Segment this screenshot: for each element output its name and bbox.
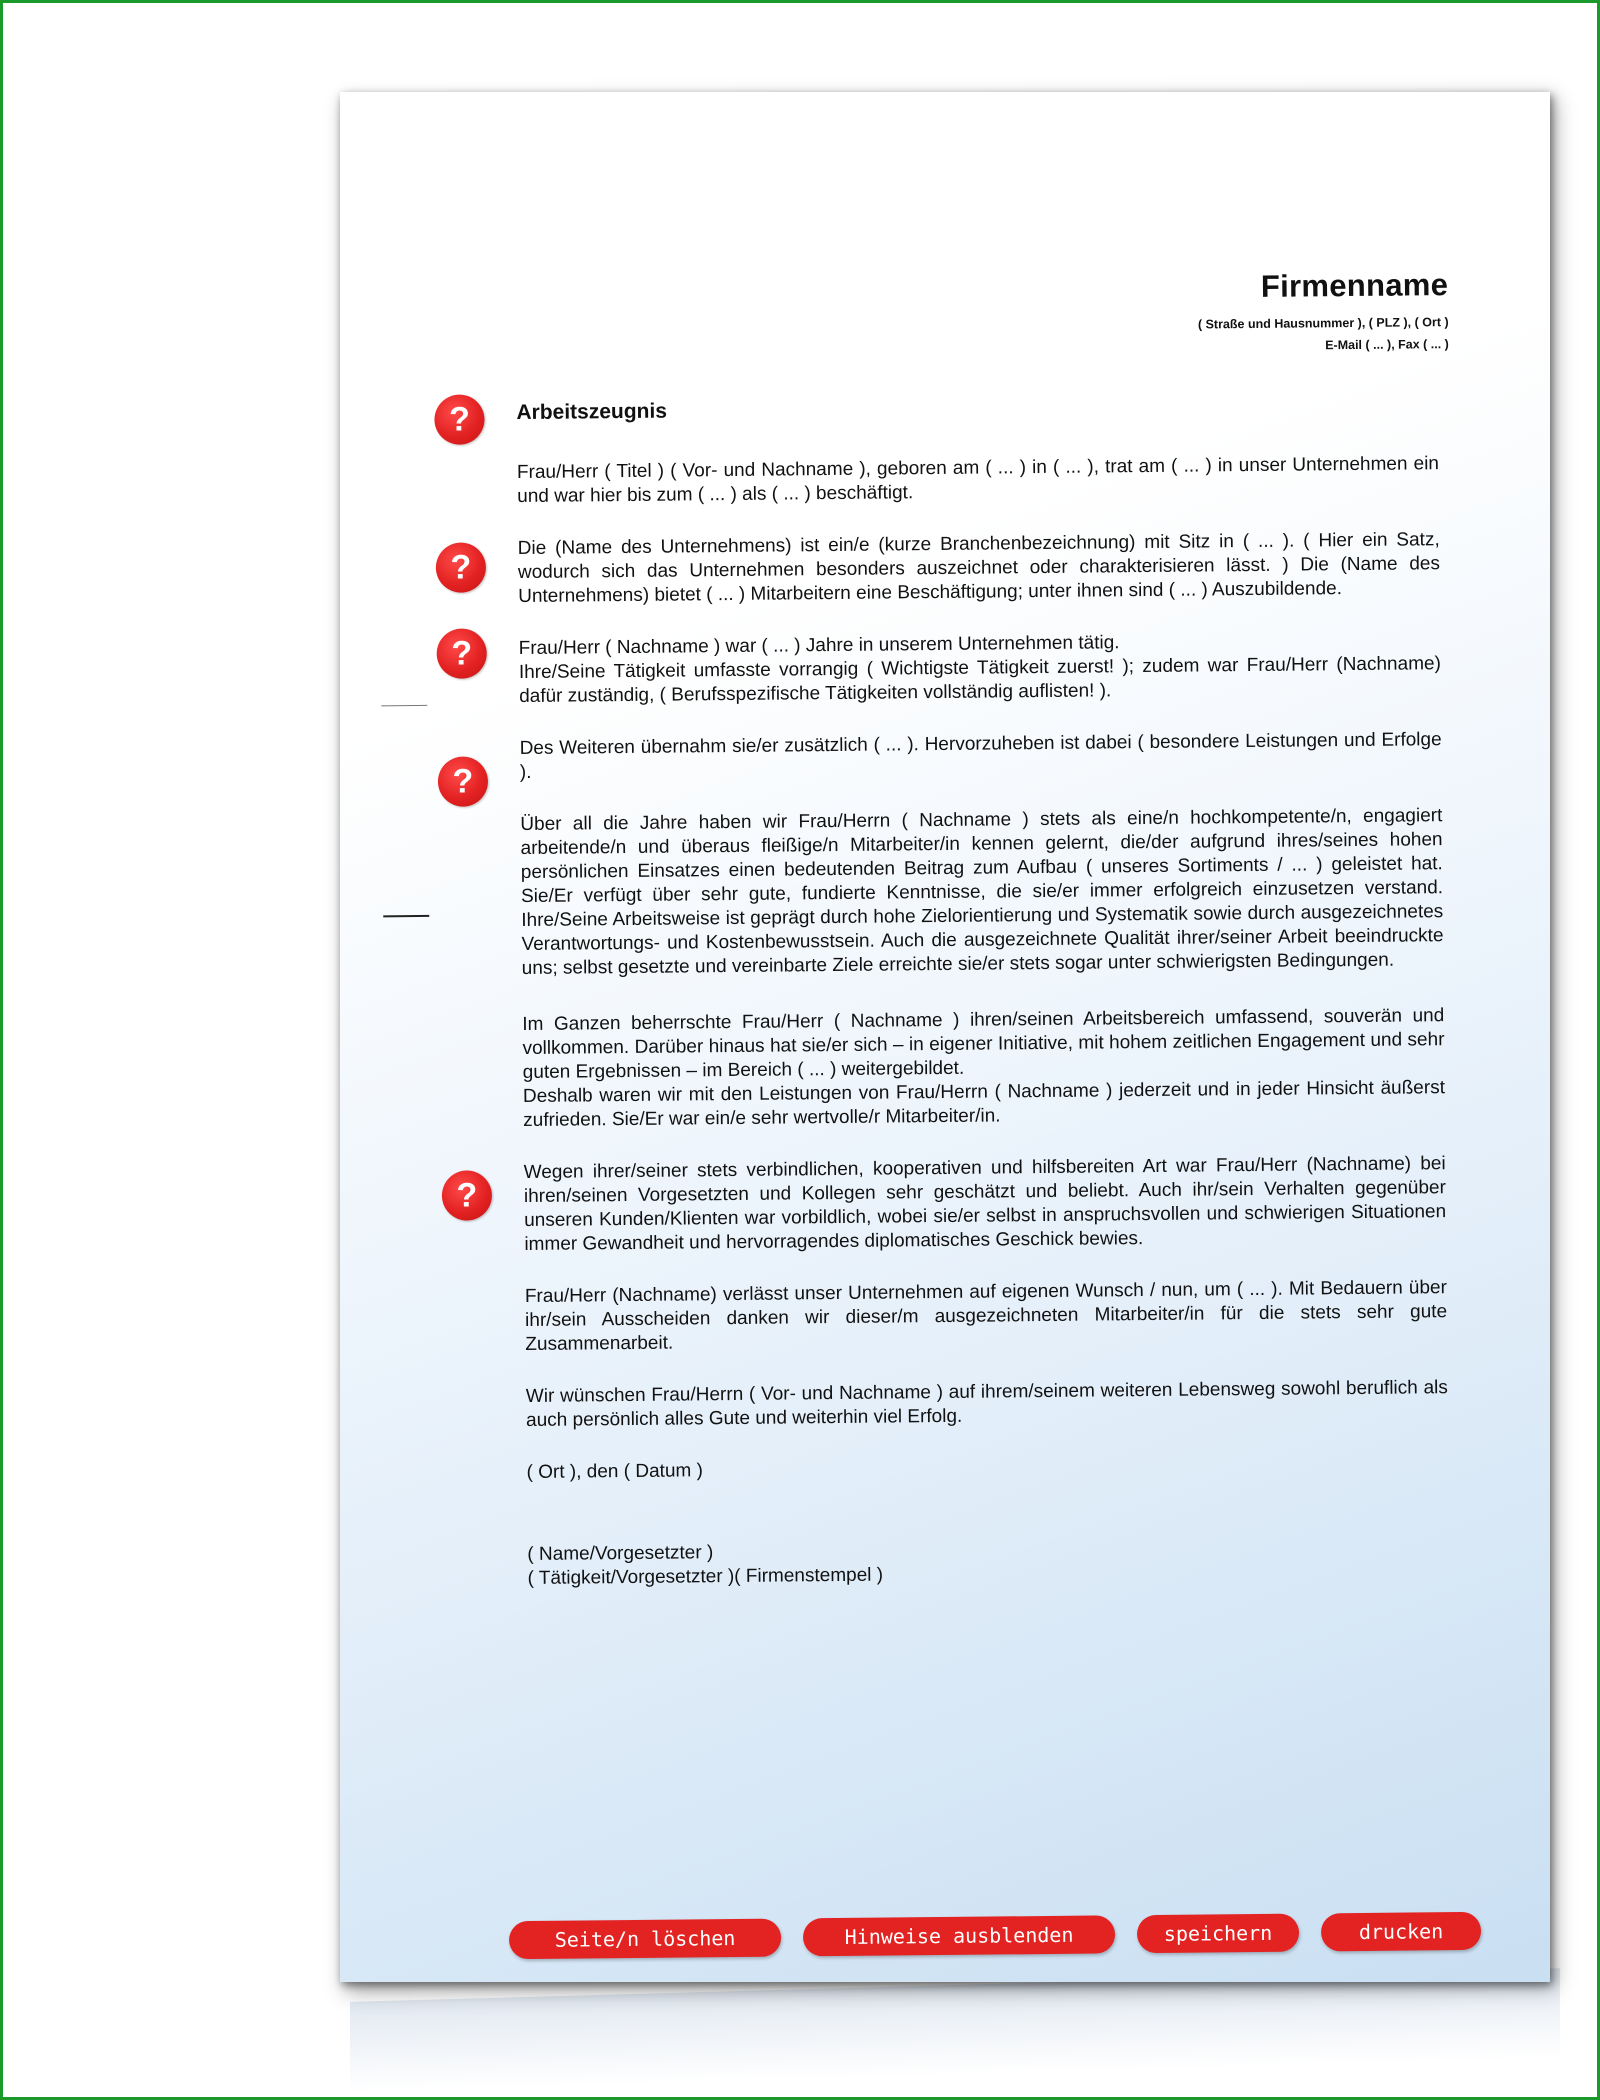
company-address: ( Straße und Hausnummer ), ( PLZ ), ( Ort ) [1197, 315, 1449, 332]
paragraph-text: Frau/Herr ( Titel ) ( Vor- und Nachname ), geboren am ( ... ) in ( ... ), trat am ( ... ) in unser Unternehmen ein und war hier bis zum ( ... ) als ( ... ) beschäftigt. [516, 453, 1440, 508]
letterhead [1197, 267, 1448, 353]
signature-name: ( Name/Vorgesetzter ) [527, 1542, 714, 1565]
punch-mark [383, 915, 429, 917]
paragraph-text: Frau/Herr (Nachname) verlässt unser Unternehmen auf eigenen Wunsch / nun, um ( ... ). Mit Bedauern über ihr/sein Ausscheiden danken wir dieser/m ausgezeichneten Mitarbeiter/in für die stets sehr gute Zusammenarbeit. [524, 1277, 1448, 1355]
paragraph-text: Im Ganzen beherrschte Frau/Herr ( Nachname ) ihren/seinen Arbeitsbereich umfassend, souverän und vollkommen. Darüber hinaus hat sie/er sich – in eigener Initiative, mit hohem zeitlichen Engagement und sehr guten Ergebnissen – im Bereich ( ... ) weitergebildet. [522, 1005, 1445, 1084]
document-sheet [340, 92, 1550, 1982]
paragraph-summary [522, 1004, 1445, 1133]
signature-block [527, 1534, 1449, 1591]
place-date: ( Ort ), den ( Datum ) [526, 1460, 703, 1483]
paragraph-duties [519, 628, 1442, 709]
paragraph-text: Ihre/Seine Tätigkeit umfasste vorrangig ( Wichtigste Tätigkeit zuerst! ); zudem war Frau/Herr (Nachname) dafür zuständig, ( Berufsspezifische Tätigkeiten vollständig auflisten! ). [518, 653, 1441, 708]
paragraph-text: Über all die Jahre haben wir Frau/Herrn ( Nachname ) stets als eine/n hochkompetente/n, engagiert arbeitende/n und überaus fleißige/n Mitarbeiter/in kennen gelernt, die/der aufgrund ihres/seines hohen persönlichen Einsatzes einen bedeutenden Beitrag zum Aufbau ( unseres Sortiments / ... ) geleistet hat. Sie/Er verfügt über sehr gute, fundierte Kenntnisse, die sie/er immer erfolgreich einzusetzen verstand. Ihre/Seine Arbeitsweise ist geprägt durch hohe Zielorientierung und Systematik sowie durch ausgezeichnetes Verantwortungs- und Kostenbewusstsein. Auch die ausgezeichnete Qualität ihrer/seiner Arbeit beeindruckte uns; selbst gesetzte und vereinbarte Ziele erreichte sie/er stets sogar unter schwierigsten Bedingungen. [520, 805, 1444, 980]
document-title: Arbeitszeugnis [516, 399, 668, 425]
document-body [517, 452, 1450, 1591]
fold-mark [381, 705, 427, 706]
paragraph-wishes [526, 1376, 1448, 1433]
signature-role: ( Tätigkeit/Vorgesetzter )( Firmenstempel ) [527, 1564, 884, 1589]
document-page [340, 92, 1550, 1982]
paragraph-text: Deshalb waren wir mit den Leistungen von Frau/Herrn ( Nachname ) jederzeit und in jeder Hinsicht äußerst zufrieden. Sie/Er war ein/e sehr wertvolle/r Mitarbeiter/in. [522, 1077, 1446, 1132]
paragraph-departure [525, 1276, 1448, 1357]
save-button[interactable]: speichern [1137, 1914, 1299, 1954]
paragraph-text: Wegen ihrer/seiner stets verbindlichen, kooperativen und hilfsbereiten Art war Frau/Herr (Nachname) bei ihren/seinen Vorgesetzten und Kollegen sehr geschätzt und beliebt. Auch ihr/sein Verhalten gegenüber unseren Kunden/Klienten war vorbildlich, wobei sie/er selbst in anspruchsvollen und schwierigen Situationen immer Gewandheit und hervorragendes diplomatisches Geschick bewies. [523, 1153, 1447, 1256]
delete-pages-button[interactable]: Seite/n löschen [509, 1919, 781, 1960]
company-name: Firmenname [1260, 267, 1449, 304]
question-mark-icon[interactable]: ? [434, 394, 484, 444]
paragraph-text: Wir wünschen Frau/Herrn ( Vor- und Nachname ) auf ihrem/seinem weiteren Lebensweg sowohl beruflich als auch persönlich alles Gute und weiterhin viel Erfolg. [525, 1377, 1448, 1431]
question-mark-icon[interactable]: ? [438, 756, 488, 806]
company-contact: E-Mail ( ... ), Fax ( ... ) [1325, 337, 1449, 353]
paragraph-employment [517, 452, 1439, 509]
paragraph-conduct [524, 1152, 1447, 1257]
hide-hints-button[interactable]: Hinweise ausblenden [803, 1915, 1115, 1956]
paragraph-additional-tasks [520, 728, 1442, 785]
paragraph-performance [520, 804, 1444, 981]
print-button[interactable]: drucken [1321, 1912, 1481, 1952]
paragraph-company [518, 528, 1441, 609]
question-mark-icon[interactable]: ? [436, 542, 486, 592]
question-mark-icon[interactable]: ? [436, 628, 486, 678]
paragraph-text: Die (Name des Unternehmens) ist ein/e (kurze Branchenbezeichnung) mit Sitz in ( ... ). ( Hier ein Satz, wodurch sich das Unternehmen besonders auszeichnet oder charakterisieren lässt. ) Die (Name des Unternehmens) bietet ( ... ) Mitarbeitern eine Beschäftigung; unter ihnen sind ( ... ) Auszubildende. [517, 529, 1441, 608]
paragraph-text: Des Weiteren übernahm sie/er zusätzlich ( ... ). Hervorzuheben ist dabei ( besondere Leistungen und Erfolge ). [519, 729, 1442, 784]
question-mark-icon[interactable]: ? [442, 1170, 492, 1220]
paragraph-text: Frau/Herr ( Nachname ) war ( ... ) Jahre in unserem Unternehmen tätig. [518, 632, 1120, 660]
